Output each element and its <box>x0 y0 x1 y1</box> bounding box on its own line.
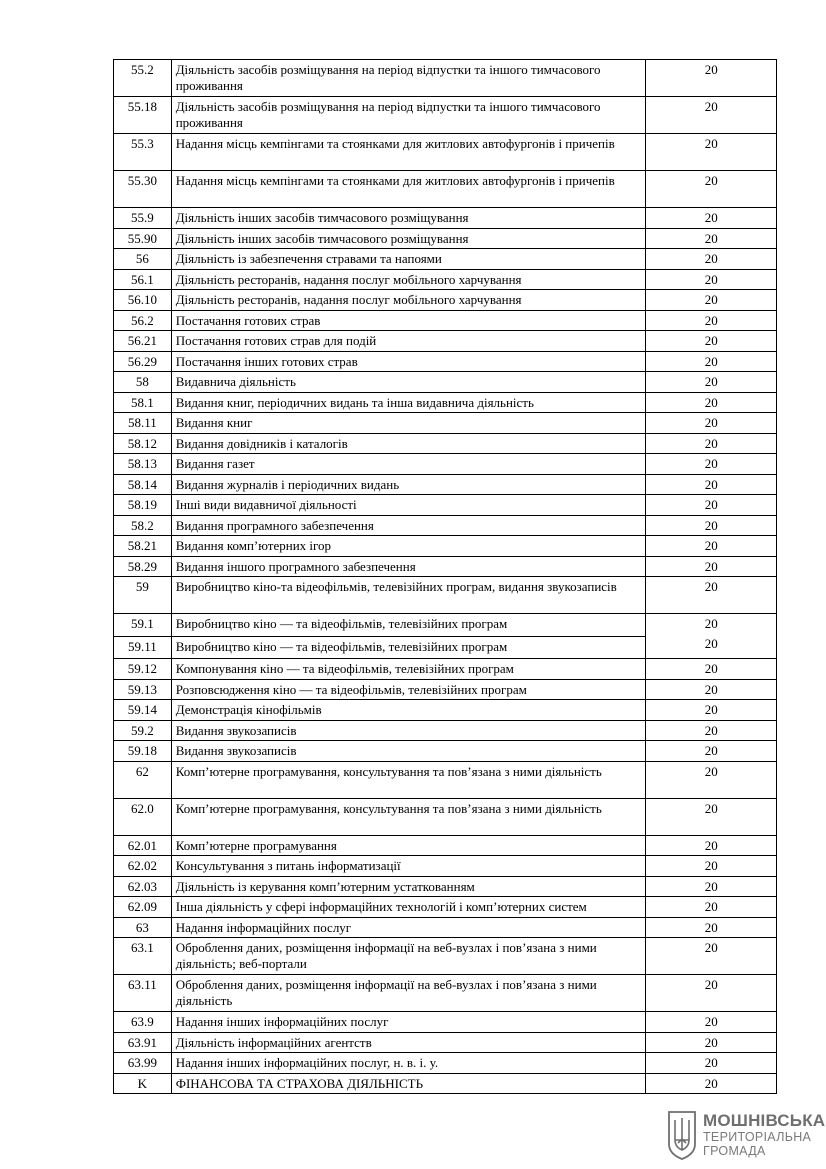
activity-description-cell: Інша діяльність у сфері інформаційних технологій і комп’ютерних систем <box>171 897 646 918</box>
kved-code-cell: 58.12 <box>114 433 172 454</box>
table-row <box>114 679 777 700</box>
table-row <box>114 700 777 721</box>
kved-code-cell: 63 <box>114 917 172 938</box>
table-row <box>114 798 777 835</box>
rate-cell: 20 <box>646 433 777 454</box>
activity-description-cell: Постачання готових страв для подій <box>171 331 646 352</box>
kved-code-cell: 58.1 <box>114 392 172 413</box>
rate-cell: 20 <box>646 577 777 614</box>
activity-description-cell: Комп’ютерне програмування, консультування та пов’язана з ними діяльність <box>171 798 646 835</box>
activity-description-cell: Видання книг, періодичних видань та інша видавнича діяльність <box>171 392 646 413</box>
rate-cell: 20 <box>646 249 777 270</box>
table-row <box>114 614 777 637</box>
table-row <box>114 938 777 975</box>
activity-description-cell: Постачання інших готових страв <box>171 351 646 372</box>
activity-description-cell: Інші види видавничої діяльності <box>171 495 646 516</box>
kved-code-cell: 62.09 <box>114 897 172 918</box>
kved-code-cell: 62.02 <box>114 856 172 877</box>
logo-line-2: ТЕРИТОРІАЛЬНА <box>703 1130 812 1144</box>
kved-code-cell: 59.1 <box>114 614 172 637</box>
table-row <box>114 975 777 1012</box>
table-row <box>114 454 777 475</box>
kved-code-cell: 56.2 <box>114 310 172 331</box>
activity-description-cell: Діяльність ресторанів, надання послуг мобільного харчування <box>171 269 646 290</box>
activity-description-cell: Комп’ютерне програмування <box>171 835 646 856</box>
rate-cell: 20 <box>646 310 777 331</box>
activity-description-cell: Діяльність інших засобів тимчасового розміщування <box>171 228 646 249</box>
rate-cell: 20 <box>646 720 777 741</box>
rate-cell: 20 <box>646 1012 777 1033</box>
kved-code-cell: 56.10 <box>114 290 172 311</box>
kved-code-cell: 58 <box>114 372 172 393</box>
rate-cell: 20 <box>646 876 777 897</box>
kved-code-cell: 56 <box>114 249 172 270</box>
activity-description-cell: Видання іншого програмного забезпечення <box>171 556 646 577</box>
activity-description-cell: Надання інформаційних послуг <box>171 917 646 938</box>
table-row <box>114 515 777 536</box>
kved-code-cell: 63.9 <box>114 1012 172 1033</box>
activity-description-cell: Видання звукозаписів <box>171 741 646 762</box>
rate-cell: 20 <box>646 798 777 835</box>
rate-cell-merged <box>646 614 777 659</box>
kved-code-cell: 58.14 <box>114 474 172 495</box>
rate-cell: 20 <box>646 269 777 290</box>
rate-cell: 20 <box>646 1053 777 1074</box>
table-row <box>114 835 777 856</box>
kved-code-cell: 55.2 <box>114 60 172 97</box>
activity-description-cell: Видання довідників і каталогів <box>171 433 646 454</box>
activity-description-cell: Компонування кіно — та відеофільмів, телевізійних програм <box>171 659 646 680</box>
kved-code-cell: 62.0 <box>114 798 172 835</box>
rate-cell: 20 <box>646 897 777 918</box>
kved-code-cell: 59.12 <box>114 659 172 680</box>
kved-code-cell: 55.9 <box>114 208 172 229</box>
table-row <box>114 413 777 434</box>
kved-code-cell: 55.3 <box>114 134 172 171</box>
rate-cell: 20 <box>646 331 777 352</box>
kved-code-cell: 59.18 <box>114 741 172 762</box>
table-row <box>114 331 777 352</box>
kved-table <box>113 59 777 1094</box>
kved-code-cell: 58.11 <box>114 413 172 434</box>
rate-cell: 20 <box>646 171 777 208</box>
rate-cell: 20 <box>646 60 777 97</box>
activity-description-cell: Видання книг <box>171 413 646 434</box>
table-row <box>114 1073 777 1094</box>
table-row <box>114 60 777 97</box>
kved-code-cell: 58.21 <box>114 536 172 557</box>
kved-code-cell: 55.90 <box>114 228 172 249</box>
rate-cell: 20 <box>646 208 777 229</box>
kved-code-cell: 59.2 <box>114 720 172 741</box>
kved-code-cell: 59.13 <box>114 679 172 700</box>
table-row <box>114 372 777 393</box>
kved-code-cell: 63.99 <box>114 1053 172 1074</box>
kved-code-cell: 59 <box>114 577 172 614</box>
kved-code-cell: K <box>114 1073 172 1094</box>
kved-code-cell: 59.14 <box>114 700 172 721</box>
kved-code-cell: 58.13 <box>114 454 172 475</box>
activity-description-cell: Надання місць кемпінгами та стоянками для житлових автофургонів і причепів <box>171 171 646 208</box>
rate-cell: 20 <box>646 495 777 516</box>
rate-cell: 20 <box>646 1032 777 1053</box>
rate-cell: 20 <box>646 134 777 171</box>
rate-cell: 20 <box>646 392 777 413</box>
activity-description-cell: Видання газет <box>171 454 646 475</box>
kved-code-cell: 63.11 <box>114 975 172 1012</box>
rate-cell: 20 <box>646 556 777 577</box>
rate-cell: 20 <box>646 290 777 311</box>
table-row <box>114 351 777 372</box>
kved-code-cell: 56.21 <box>114 331 172 352</box>
kved-code-cell: 56.1 <box>114 269 172 290</box>
table-row <box>114 720 777 741</box>
activity-description-cell: Демонстрація кінофільмів <box>171 700 646 721</box>
kved-code-cell: 55.30 <box>114 171 172 208</box>
table-row <box>114 134 777 171</box>
table-row <box>114 1012 777 1033</box>
activity-description-cell: Видання комп’ютерних ігор <box>171 536 646 557</box>
kved-code-cell: 55.18 <box>114 97 172 134</box>
rate-cell: 20 <box>646 413 777 434</box>
activity-description-cell: Діяльність інших засобів тимчасового розміщування <box>171 208 646 229</box>
community-logo <box>667 1110 826 1162</box>
table-row <box>114 897 777 918</box>
activity-description-cell: Діяльність інформаційних агентств <box>171 1032 646 1053</box>
table-row <box>114 249 777 270</box>
activity-description-cell: Оброблення даних, розміщення інформації на веб-вузлах і пов’язана з ними діяльність <box>171 975 646 1012</box>
rate-value: 20 <box>704 636 718 651</box>
table-row <box>114 1032 777 1053</box>
table-row <box>114 97 777 134</box>
table-row <box>114 290 777 311</box>
kved-code-cell: 62.01 <box>114 835 172 856</box>
activity-description-cell: Діяльність із забезпечення стравами та напоями <box>171 249 646 270</box>
kved-code-cell: 59.11 <box>114 636 172 659</box>
table-row <box>114 659 777 680</box>
table-row <box>114 876 777 897</box>
kved-code-cell: 62.03 <box>114 876 172 897</box>
table-row <box>114 269 777 290</box>
activity-description-cell: ФІНАНСОВА ТА СТРАХОВА ДІЯЛЬНІСТЬ <box>171 1073 646 1094</box>
table-row <box>114 536 777 557</box>
table-row <box>114 433 777 454</box>
kved-code-cell: 58.29 <box>114 556 172 577</box>
rate-cell: 20 <box>646 351 777 372</box>
rate-cell: 20 <box>646 659 777 680</box>
rate-cell: 20 <box>646 835 777 856</box>
table-row <box>114 856 777 877</box>
activity-description-cell: Надання інших інформаційних послуг <box>171 1012 646 1033</box>
rate-cell: 20 <box>646 761 777 798</box>
activity-description-cell: Виробництво кіно — та відеофільмів, телевізійних програм <box>171 636 646 659</box>
table-row <box>114 228 777 249</box>
table-row <box>114 474 777 495</box>
activity-description-cell: Видання програмного забезпечення <box>171 515 646 536</box>
table-row <box>114 495 777 516</box>
kved-table-body <box>114 60 777 1094</box>
table-row <box>114 310 777 331</box>
activity-description-cell: Виробництво кіно — та відеофільмів, телевізійних програм <box>171 614 646 637</box>
rate-cell: 20 <box>646 917 777 938</box>
activity-description-cell: Діяльність засобів розміщування на період відпустки та іншого тимчасового проживання <box>171 97 646 134</box>
rate-cell: 20 <box>646 741 777 762</box>
kved-code-cell: 58.19 <box>114 495 172 516</box>
logo-line-3: ГРОМАДА <box>703 1144 766 1158</box>
table-row <box>114 1053 777 1074</box>
activity-description-cell: Надання інших інформаційних послуг, н. в. і. у. <box>171 1053 646 1074</box>
rate-cell: 20 <box>646 228 777 249</box>
rate-cell: 20 <box>646 975 777 1012</box>
trident-emblem-icon <box>667 1110 697 1160</box>
logo-line-1: МОШНІВСЬКА <box>703 1111 826 1130</box>
rate-cell: 20 <box>646 536 777 557</box>
kved-code-cell: 56.29 <box>114 351 172 372</box>
rate-cell: 20 <box>646 515 777 536</box>
rate-cell: 20 <box>646 856 777 877</box>
activity-description-cell: Консультування з питань інформатизації <box>171 856 646 877</box>
table-row <box>114 171 777 208</box>
rate-cell: 20 <box>646 474 777 495</box>
table-row <box>114 761 777 798</box>
rate-cell: 20 <box>646 938 777 975</box>
table-row <box>114 556 777 577</box>
rate-cell: 20 <box>646 454 777 475</box>
activity-description-cell: Видання звукозаписів <box>171 720 646 741</box>
activity-description-cell: Оброблення даних, розміщення інформації на веб-вузлах і пов’язана з ними діяльність; веб-портали <box>171 938 646 975</box>
rate-cell: 20 <box>646 679 777 700</box>
activity-description-cell: Надання місць кемпінгами та стоянками для житлових автофургонів і причепів <box>171 134 646 171</box>
activity-description-cell: Виробництво кіно-та відеофільмів, телевізійних програм, видання звукозаписів <box>171 577 646 614</box>
activity-description-cell: Діяльність ресторанів, надання послуг мобільного харчування <box>171 290 646 311</box>
activity-description-cell: Розповсюдження кіно — та відеофільмів, телевізійних програм <box>171 679 646 700</box>
table-row <box>114 392 777 413</box>
kved-code-cell: 58.2 <box>114 515 172 536</box>
rate-cell: 20 <box>646 1073 777 1094</box>
activity-description-cell: Діяльність із керування комп’ютерним устаткованням <box>171 876 646 897</box>
activity-description-cell: Видавнича діяльність <box>171 372 646 393</box>
activity-description-cell: Діяльність засобів розміщування на період відпустки та іншого тимчасового проживання <box>171 60 646 97</box>
rate-cell: 20 <box>646 97 777 134</box>
rate-cell: 20 <box>646 372 777 393</box>
kved-code-cell: 63.1 <box>114 938 172 975</box>
activity-description-cell: Комп’ютерне програмування, консультування та пов’язана з ними діяльність <box>171 761 646 798</box>
table-row <box>114 577 777 614</box>
table-row <box>114 917 777 938</box>
rate-cell: 20 <box>646 700 777 721</box>
rate-value: 20 <box>704 616 718 631</box>
kved-code-cell: 63.91 <box>114 1032 172 1053</box>
activity-description-cell: Видання журналів і періодичних видань <box>171 474 646 495</box>
table-row <box>114 741 777 762</box>
activity-description-cell: Постачання готових страв <box>171 310 646 331</box>
kved-code-cell: 62 <box>114 761 172 798</box>
table-row <box>114 208 777 229</box>
